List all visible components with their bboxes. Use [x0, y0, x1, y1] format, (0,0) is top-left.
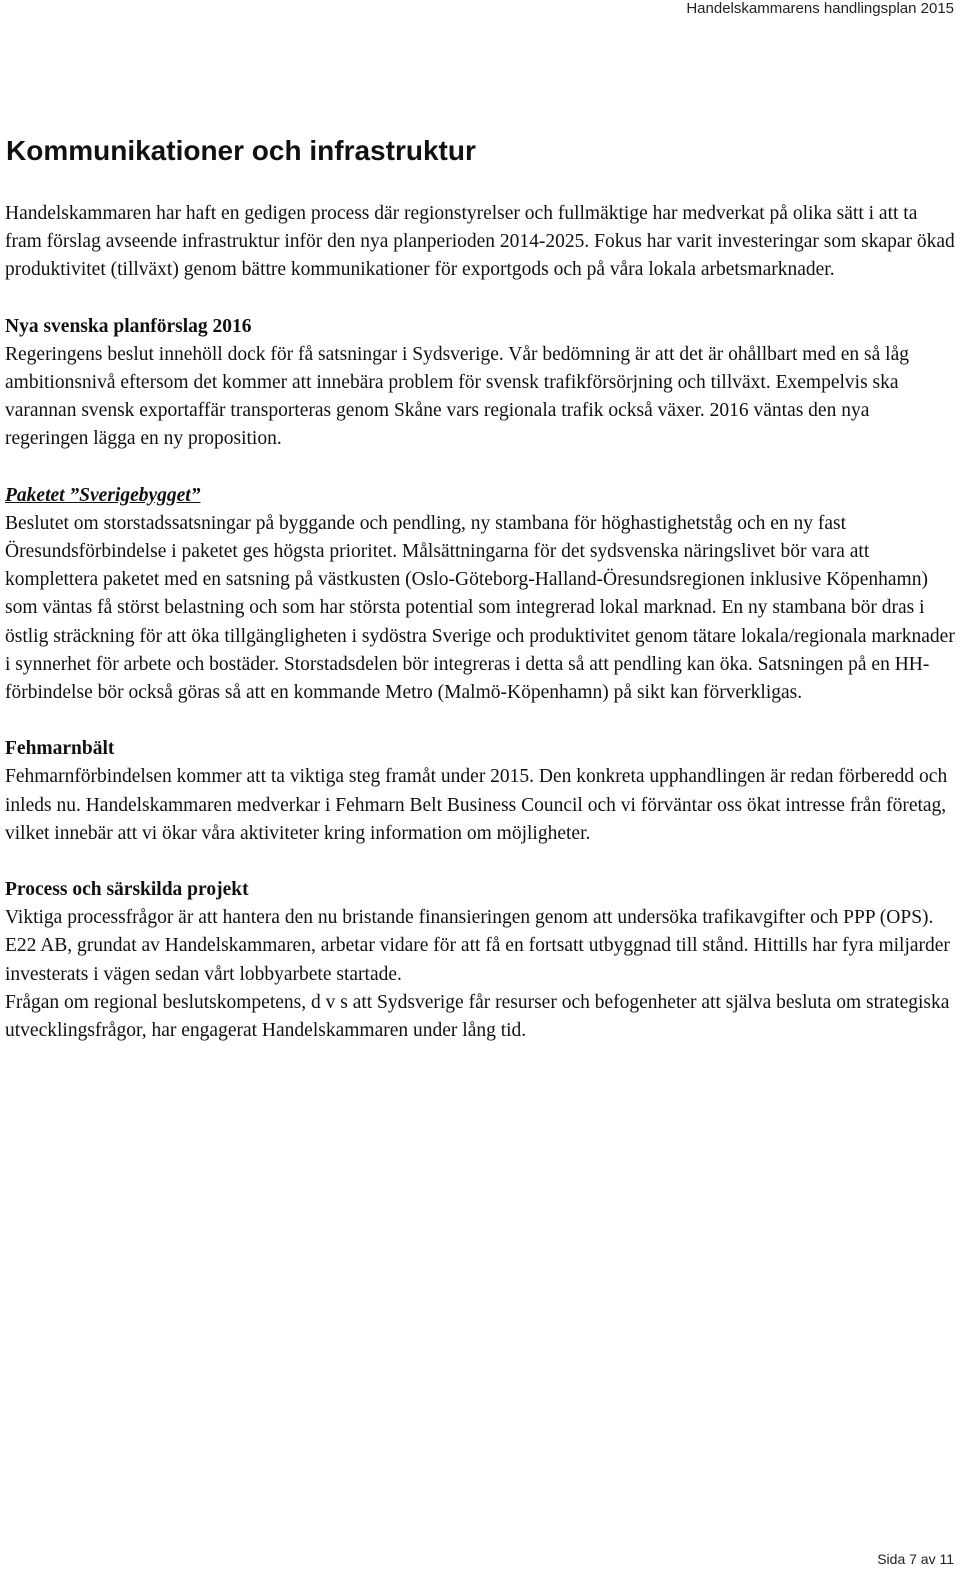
paragraph-spacer [5, 848, 957, 876]
section-heading-fehmarnbalt: Fehmarnbält [5, 738, 115, 760]
section-body-planforslag: Regeringens beslut innehöll dock för få satsningar i Sydsverige. Vår bedömning är att det är ohållbart med en så låg ambitionsnivå eftersom det kommer att innebära problem för svensk trafikförsörjning och tillväxt. Exempelvis ska varannan svensk exportaffär transporteras genom Skåne vars regionala trafik också växer. 2016 väntas den nya regeringen lägga en ny proposition. [5, 343, 909, 450]
section-heading-sverigebygget: Paketet ”Sverigebygget” [5, 484, 201, 506]
section-body-process: Viktiga processfrågor är att hantera den nu bristande finansieringen genom att undersöka trafikavgifter och PPP (OPS). E22 AB, grundat av Handelskammaren, arbetar vidare för att få en fortsatt utbyggnad till stånd. Hittills har fyra miljarder investerats i vägen sedan vårt lobbyarbete startade. [5, 907, 950, 985]
section-body-process-continued: Frågan om regional beslutskompetens, d v s att Sydsverige får resurser och befogenheter att själva besluta om strategiska utvecklingsfrågor, har engagerat Handelskammaren under lång tid. [5, 991, 950, 1042]
section-heading-process: Process och särskilda projekt [5, 879, 249, 901]
running-header: Handelskammarens handlingsplan 2015 [686, 0, 954, 17]
intro-paragraph: Handelskammaren har haft en gedigen process där regionstyrelser och fullmäktige har medverkat på olika sätt i att ta fram förslag avseende infrastruktur inför den nya planperioden 2014-2025. Fokus har varit investeringar som skapar ökad produktivitet (tillväxt) genom bättre kommunikationer för exportgods och på våra lokala arbetsmarknader. [5, 203, 955, 281]
section-heading-planforslag: Nya svenska planförslag 2016 [5, 315, 252, 337]
paragraph-spacer [5, 454, 957, 482]
section-body-fehmarnbalt: Fehmarnförbindelsen kommer att ta viktiga steg framåt under 2015. Den konkreta upphandlingen är redan förberedd och inleds nu. Handelskammaren medverkar i Fehmarn Belt Business Council och vi förväntar oss ökat intresse från företag, vilket innebär att vi ökar våra aktiviteter kring information om möjligheter. [5, 766, 948, 844]
paragraph-spacer [5, 707, 957, 735]
paragraph-spacer [5, 285, 957, 313]
page-title: Kommunikationer och infrastruktur [6, 135, 476, 166]
page-number: Sida 7 av 11 [877, 1551, 954, 1567]
document-body [5, 200, 957, 1045]
section-body-sverigebygget: Beslutet om storstadssatsningar på byggande och pendling, ny stambana för höghastighetståg och en ny fast Öresundsförbindelse i paketet ges högsta prioritet. Målsättningarna för det sydsvenska näringslivet bör vara att komplettera paketet med en satsning på västkusten (Oslo-Göteborg-Halland-Öresundsregionen inklusive Köpenhamn) som väntas få störst belastning och som har största potential som integrerad lokal marknad. En ny stambana bör dras i östlig sträckning för att öka tillgängligheten i sydöstra Sverige och produktivitet genom tätare lokala/regionala marknader i synnerhet för arbete och bostäder. Storstadsdelen bör integreras i detta så att pendling kan öka. Satsningen på en HH-förbindelse bör också göras så att en kommande Metro (Malmö-Köpenhamn) på sikt kan förverkligas. [5, 512, 955, 704]
